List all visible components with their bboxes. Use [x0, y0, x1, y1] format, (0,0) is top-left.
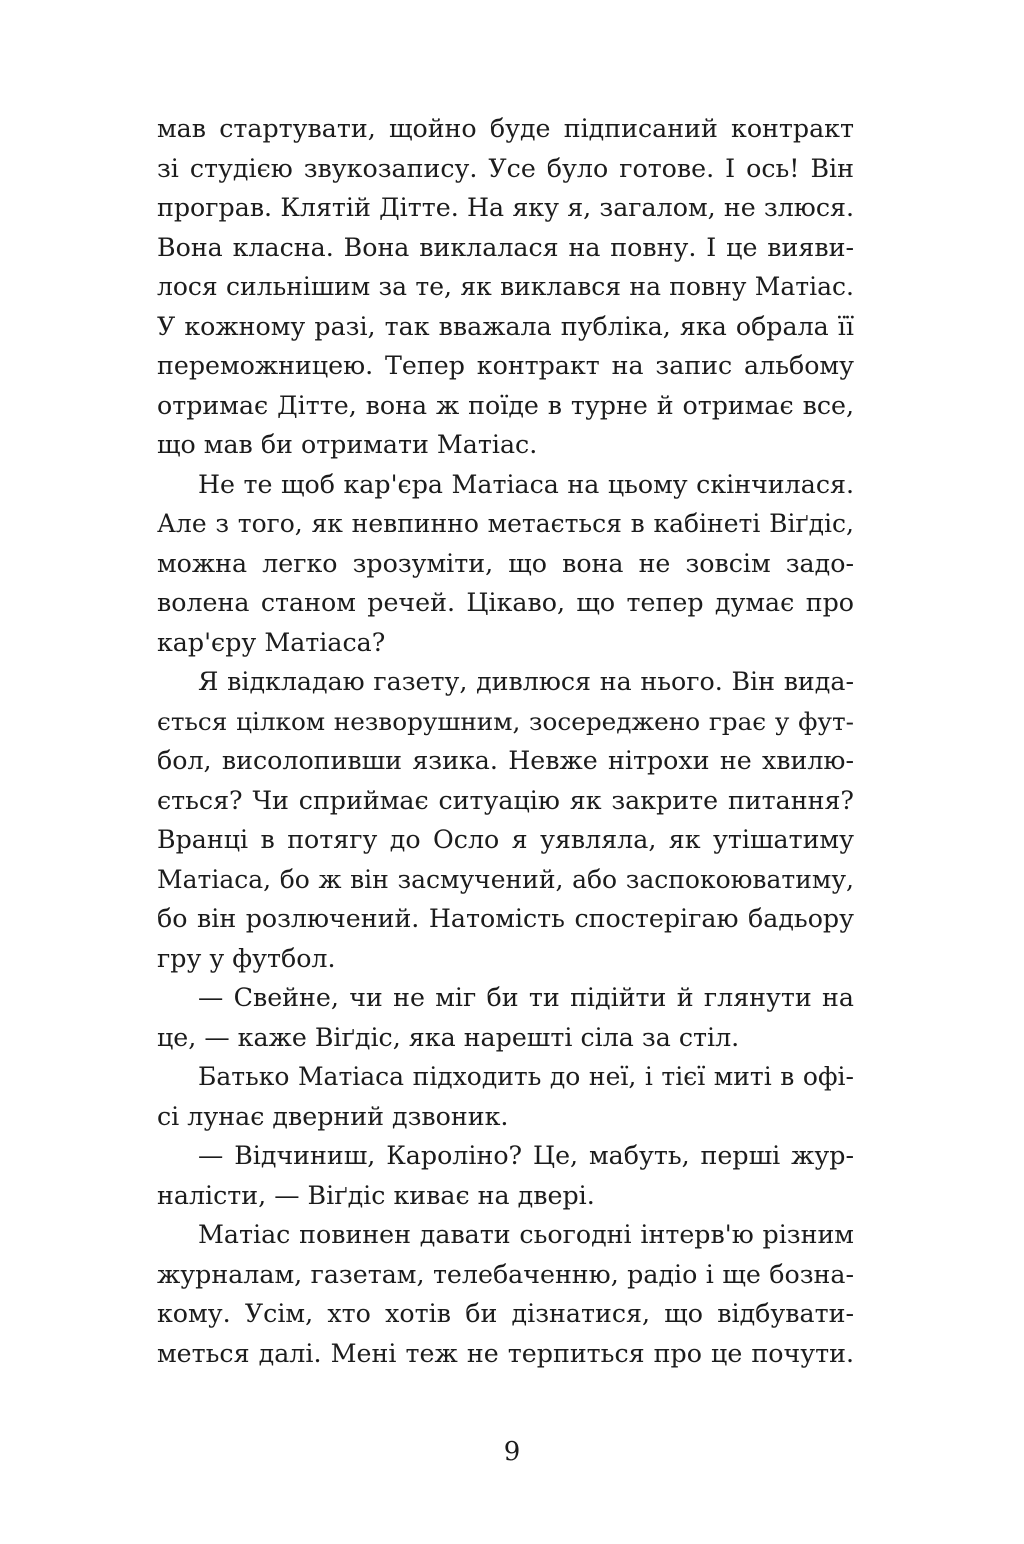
text-line: Матіас повинен давати сьогодні інтерв'ю різним: [198, 1220, 854, 1249]
text-line: бо він розлючений. Натомість спостерігаю бадьору: [157, 904, 854, 933]
text-line: це, — каже Віґдіс, яка нарешті сіла за стіл.: [157, 1022, 740, 1052]
text-line: сі лунає дверний дзвоник.: [157, 1101, 509, 1131]
text-line: Матіаса, бо ж він засмучений, або заспокоюватиму,: [157, 864, 854, 894]
text-line: волена станом речей. Цікаво, що тепер думає про: [157, 588, 854, 617]
text-line: програв. Клятій Дітте. На яку я, загалом, не злюся.: [157, 193, 854, 222]
text-line: переможницею. Тепер контракт на запис альбому: [157, 351, 854, 380]
text-line: — Відчиниш, Кароліно? Це, мабуть, перші жур-: [198, 1141, 854, 1170]
text-line: отримає Дітте, вона ж поїде в турне й отримає все,: [157, 390, 854, 420]
text-line: гру у футбол.: [157, 943, 336, 973]
text-line: зі студією звукозапису. Усе було готове. І ось! Він: [157, 153, 854, 183]
body-text: [157, 109, 854, 1373]
text-line: кар'єру Матіаса?: [157, 627, 386, 657]
text-line: бол, висолопивши язика. Невже нітрохи не хвилю-: [157, 746, 854, 775]
text-line: Але з того, як невпинно метається в кабінеті Віґдіс,: [157, 509, 854, 538]
text-line: мав стартувати, щойно буде підписаний контракт: [157, 114, 854, 143]
text-line: Я відкладаю газету, дивлюся на нього. Він вида-: [198, 667, 854, 696]
text-line: меться далі. Мені теж не терпиться про це почути.: [157, 1338, 854, 1368]
text-line: налісти, — Віґдіс киває на двері.: [157, 1180, 595, 1210]
text-line: ється? Чи сприймає ситуацію як закрите питання?: [157, 785, 854, 815]
text-line: У кожному разі, так вважала публіка, яка обрала її: [157, 311, 854, 341]
text-line: лося сильнішим за те, як виклався на повну Матіас.: [157, 272, 854, 301]
page-number: 9: [503, 1437, 521, 1467]
text-line: — Свейне, чи не міг би ти підійти й глянути на: [198, 983, 854, 1012]
text-line: що мав би отримати Матіас.: [157, 430, 538, 459]
text-line: Батько Матіаса підходить до неї, і тієї миті в офі-: [198, 1062, 854, 1091]
text-line: можна легко зрозуміти, що вона не зовсім задо-: [157, 548, 854, 578]
text-line: ється цілком незворушним, зосереджено грає у фут-: [157, 706, 854, 736]
text-line: Не те щоб кар'єра Матіаса на цьому скінчилася.: [198, 469, 854, 499]
text-line: Вона класна. Вона виклалася на повну. І це вияви-: [157, 232, 854, 262]
text-line: Вранці в потягу до Осло я уявляла, як утішатиму: [157, 825, 854, 854]
text-line: кому. Усім, хто хотів би дізнатися, що відбувати-: [157, 1299, 854, 1328]
text-line: журналам, газетам, телебаченню, радіо і ще бозна-: [157, 1259, 854, 1289]
